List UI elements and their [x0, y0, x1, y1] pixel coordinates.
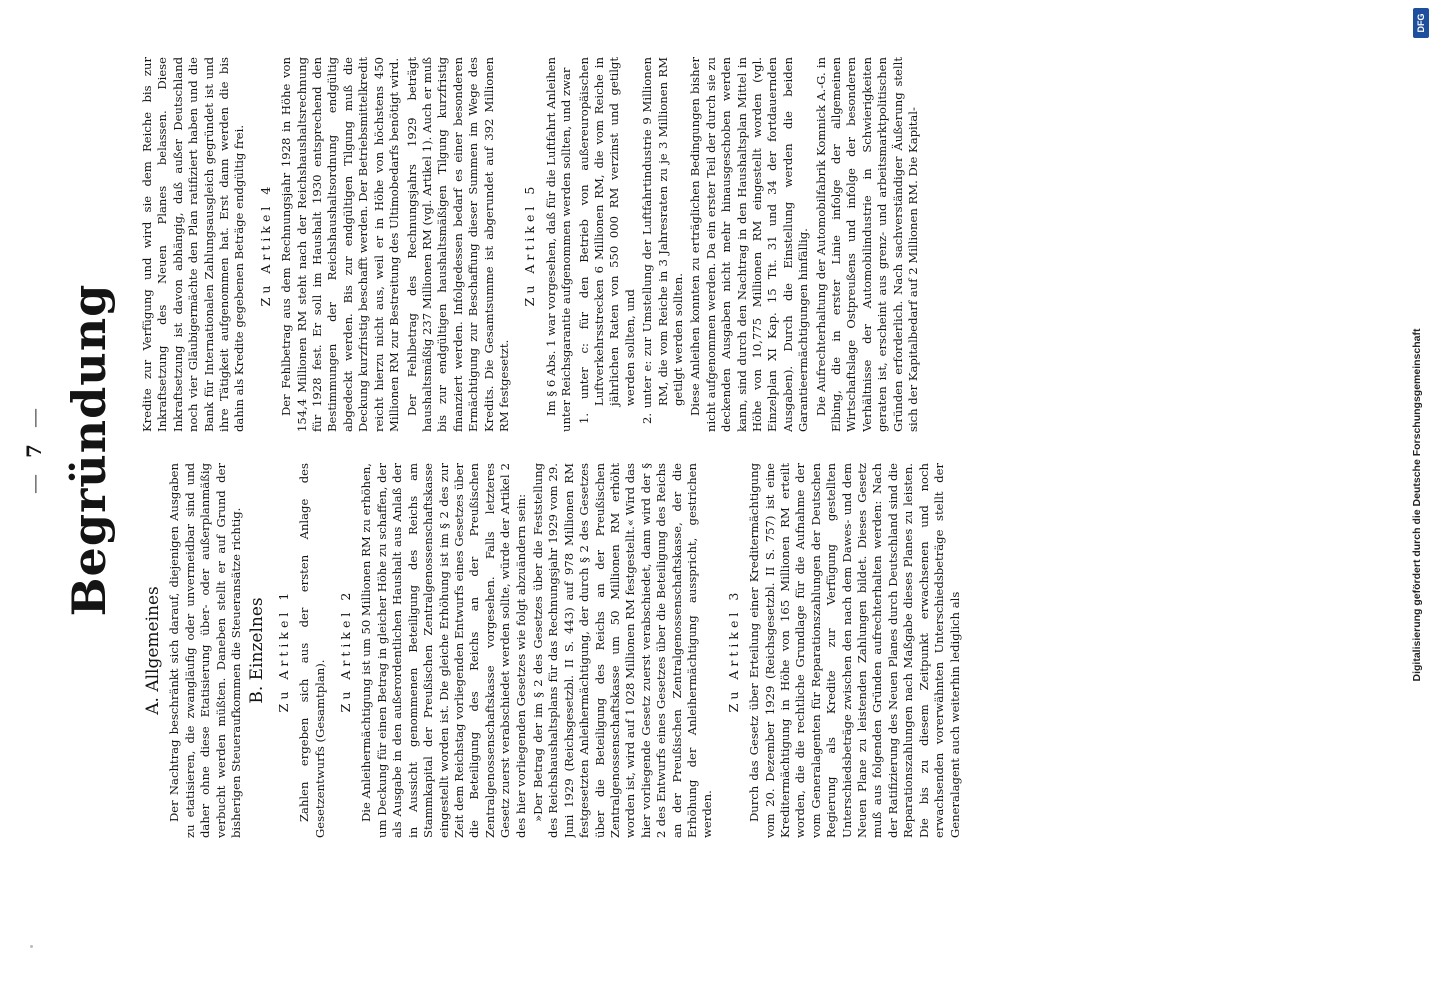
article-1-heading: Zu Artikel 1 [275, 588, 291, 713]
section-a-heading: A. Allgemeines [143, 586, 163, 715]
article-5-list-item-2: 2. unter e: zur Umstellung der Luftfahrtindustrie 9 Millionen RM, die vom Reiche in 3 Jahresraten zu je 3 Millionen RM getilgt werden sollten. [640, 57, 685, 424]
page-number-dash-left: — [22, 471, 46, 494]
article-5-heading: Zu Artikel 5 [522, 182, 538, 307]
article-3-heading: Zu Artikel 3 [725, 588, 741, 713]
left-text-column [140, 463, 1320, 838]
digitization-credit [1408, 30, 1426, 980]
page-number [22, 0, 46, 900]
digitization-credit-text: Digitalisierung gefördert durch die Deutsche Forschungsgemeinschaft [1411, 328, 1423, 682]
page-number-value: 7 [22, 442, 46, 458]
dfg-logo-icon [1413, 8, 1429, 38]
continuation-paragraph: Kredite zur Verfügung und wird sie dem Reiche bis zur Inkraftsetzung des Neuen Planes belassen. Diese Inkraftsetzung ist davon abhängig, daß außer Deutschland noch vier Gläubigermächte den Plan ratifiziert haben und die Bank für Internationalen Zahlungsausgleich gegründet ist und ihre Tätigkeit aufgenommen hat. Erst dann werden die bis dahin als Kredite gegebenen Beträge endgültig frei. [140, 57, 247, 432]
article-2-heading: Zu Artikel 2 [338, 588, 354, 713]
article-4-paragraph-2: Der Fehlbetrag des Rechnungsjahrs 1929 beträgt haushaltsmäßig 237 Millionen RM (vgl. Artikel 1). Auch er muß bis zur endgültigen haushaltsmäßigen Tilgung kurzfristig finanziert werden. Infolgedessen bedarf es einer besonderen Ermächtigung zur Beschaffung dieser Summen im Wege des Kredits. Die Gesamtsumme ist abgerundet auf 392 Millionen RM festgesetzt. [404, 57, 511, 432]
article-3-paragraph: Durch das Gesetz über Erteilung einer Kreditermächtigung vom 20. Dezember 1929 (Reichsgesetzbl. II S. 757) ist eine Kreditermächtigung in Höhe von 165 Millionen RM erteilt worden, die die rechtliche Grundlage für die Aufnahme der vom Generalagenten für Reparationszahlungen der Deutschen Regierung als Kredite zur Verfügung gestellten Unterschiedsbeträge zwischen den nach dem Dawes- und dem Neuen Plane zu leistenden Zahlungen bildet. Dieses Gesetz muß aus folgenden Gründen aufrechterhalten werden: Nach der Ratifizierung des Neuen Planes durch Deutschland sind die Reparationszahlungen nach Maßgabe dieses Planes zu leisten. Die bis zu diesem Zeitpunkt erwachsenen und noch erwachsenden vorerwähnten Unterschiedsbeträge stellt der Generalagent auch weiterhin lediglich als [747, 463, 962, 838]
article-5-list-item-1: 1. unter c: für den Betrieb von außereuropäischen Luftverkehrsstrecken 6 Millionen RM, die vom Reiche in jährlichen Raten von 550 000 RM verzinst und getilgt werden sollten, und [576, 57, 637, 424]
dfg-logo-text: DFG [1416, 13, 1426, 33]
article-5-paragraph-3: Die Aufrechterhaltung der Automobilfabrik Komnick A.-G. in Elbing, die in erster Linie infolge der allgemeinen Wirtschaftslage Ostpreußens und infolge der besonderen Verhältnisse der Automobilindustrie in Schwierigkeiten geraten ist, erscheint aus grenz- und arbeitsmarktpolitischen Gründen erforderlich. Nach sachverständiger Äußerung stellt sich der Kapitalbedarf auf 2 Millionen RM. Die Kapital- [813, 57, 921, 432]
section-a-paragraph: Der Nachtrag beschränkt sich darauf, diejenigen Ausgaben zu etatisieren, die zwangläufig oder unvermeidbar sind und daher ohne diese Etatisierung über- oder außerplanmäßig verbucht werden müßten. Daneben stellt er auf Grund der bisherigen Steueraufkommen die Steueransätze richtig. [167, 463, 244, 838]
article-4-paragraph-1: Der Fehlbetrag aus dem Rechnungsjahr 1928 in Höhe von 154,4 Millionen RM steht nach der Reichshaushaltsrechnung für 1928 fest. Er soll im Haushalt 1930 entsprechend den Bestimmungen der Reichshaushaltsordnung endgültig abgedeckt werden. Bis zur endgültigen Tilgung muß die Deckung kurzfristig beschafft werden. Der Betriebsmittelkredit reicht hierzu nicht aus, weil er in Höhe von höchstens 450 Millionen RM zur Bestreitung des Ultimobedarfs benötigt wird. [279, 57, 402, 432]
right-text-column [140, 57, 1320, 432]
article-1-paragraph: Zahlen ergeben sich aus der ersten Anlage des Gesetzentwurfs (Gesamtplan). [297, 463, 327, 838]
article-4-heading: Zu Artikel 4 [257, 182, 273, 307]
article-5-paragraph-2: Diese Anleihen konnten zu erträglichen Bedingungen bisher nicht aufgenommen werden. Da ein erster Teil der durch sie zu deckenden Ausgaben nicht mehr hinausgeschoben werden kann, sind durch den Nachtrag in den Haushaltsplan Mittel in Höhe von 10,775 Millionen RM eingestellt worden (vgl. Einzelplan XI Kap. 15 Tit. 31 und 34 der fortdauernden Ausgaben). Durch die Einstellung werden die beiden Garantieermächtigungen hinfällig. [688, 57, 811, 432]
page-title: Begründung [62, 283, 116, 617]
article-2-paragraph: Die Anleihermächtigung ist um 50 Millionen RM zu erhöhen, um Deckung für einen Betrag in gleicher Höhe zu schaffen, der als Ausgabe in den außerordentlichen Haushalt aus Anlaß der in Aussicht genommenen Beteiligung des Reichs am Stammkapital der Preußischen Zentralgenossenschaftskasse eingestellt worden ist. Die gleiche Erhöhung ist im § 2 des zur Zeit dem Reichstag vorliegenden Entwurfs eines Gesetzes über die Beteiligung des Reichs an der Preußischen Zentralgenossenschaftskasse vorgesehen. Falls letzteres Gesetz zuerst verabschiedet werden sollte, würde der Artikel 2 des hier vorliegenden Gesetzes wie folgt abzuändern sein: [359, 463, 528, 838]
article-2-quote: »Der Betrag der im § 2 des Gesetzes über die Feststellung des Reichshaushaltsplans für das Rechnungsjahr 1929 vom 29. Juni 1929 (Reichsgesetzbl. II S. 443) auf 978 Millionen RM festgesetzten Anleihermächtigung, der durch § 2 des Gesetzes über die Beteiligung des Reichs an der Preußischen Zentralgenossenschaftskasse um 50 Millionen RM erhöht worden ist, wird auf 1 028 Millionen RM festgestellt.« Wird das hier vorliegende Gesetz zuerst verabschiedet, dann wird der § 2 des Entwurfs eines Gesetzes über die Beteiligung des Reichs an der Preußischen Zentralgenossenschaftskasse, der die Erhöhung der Anleihermächtigung ausspricht, gestrichen werden. [530, 463, 715, 838]
page-number-dash-right: — [22, 406, 46, 429]
scan-artifact [30, 945, 33, 948]
article-5-intro: Im § 6 Abs. 1 war vorgesehen, daß für die Luftfahrt Anleihen unter Reichsgarantie aufgenommen werden sollten, und zwar [543, 57, 574, 432]
section-b-heading: B. Einzelnes [247, 597, 268, 704]
